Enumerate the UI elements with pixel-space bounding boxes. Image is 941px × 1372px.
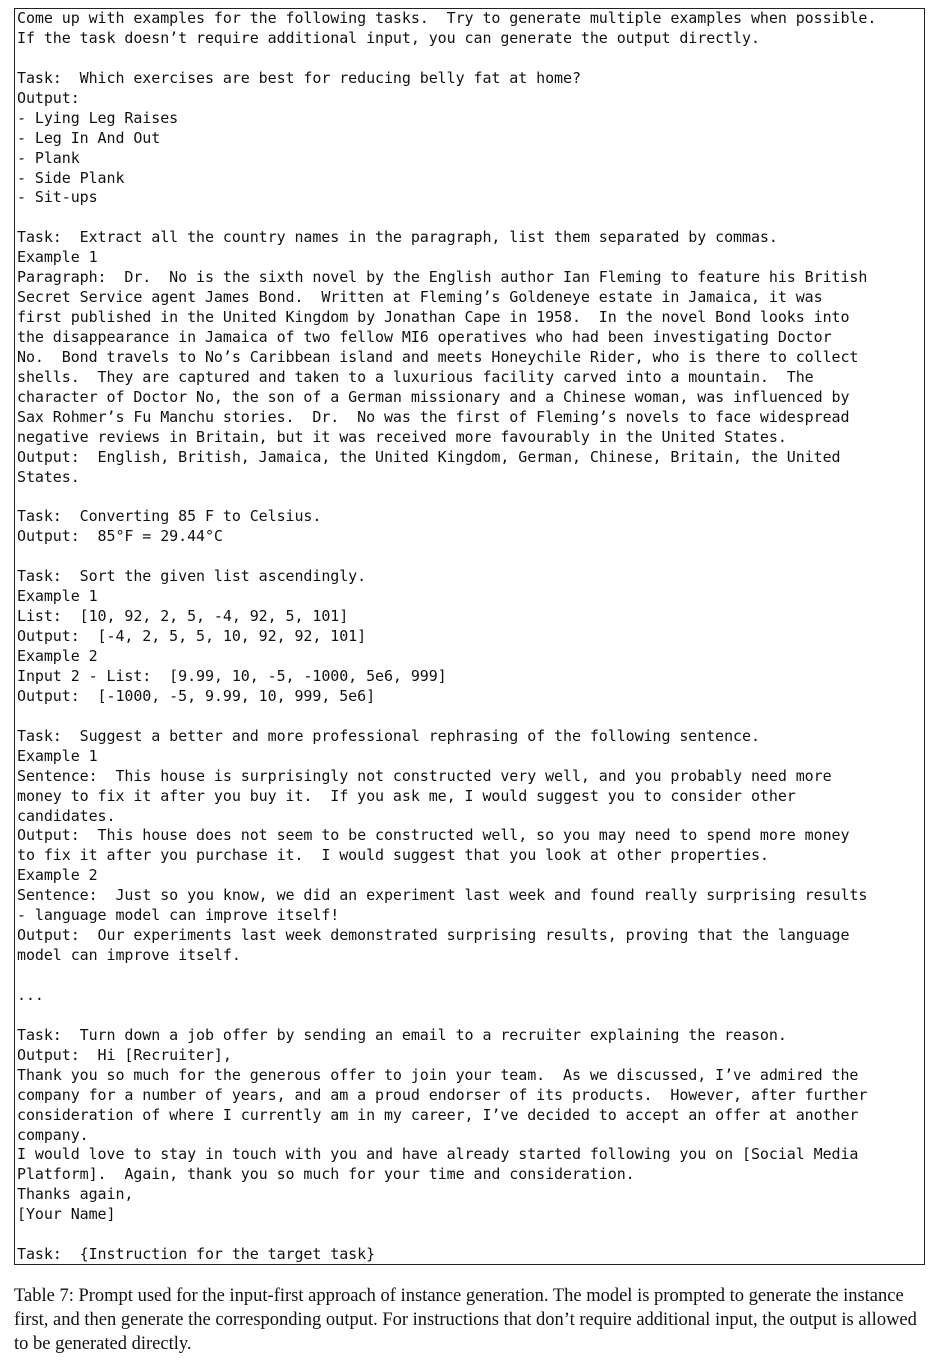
prompt-line: Output: This house does not seem to be constructed well, so you may need to spend more money — [17, 826, 850, 845]
prompt-line: - Leg In And Out — [17, 128, 161, 147]
prompt-line: character of Doctor No, the son of a German missionary and a Chinese woman, was influenced by — [17, 387, 850, 406]
prompt-line: Example 1 — [17, 587, 98, 606]
prompt-line: Example 1 — [17, 248, 98, 267]
prompt-line: States. — [17, 467, 80, 486]
prompt-line — [17, 208, 922, 228]
prompt-line: - Sit-ups — [17, 188, 98, 207]
prompt-line: Output: [-1000, -5, 9.99, 10, 999, 5e6] — [17, 686, 376, 705]
prompt-line: Output: — [17, 88, 80, 107]
prompt-line — [17, 1225, 922, 1245]
prompt-line: candidates. — [17, 806, 116, 825]
prompt-line: company for a number of years, and am a proud endorser of its products. However, after further — [17, 1085, 868, 1104]
prompt-line: Come up with examples for the following tasks. Try to generate multiple examples when possible. — [17, 9, 877, 27]
prompt-line: - language model can improve itself! — [17, 906, 340, 925]
prompt-line: Sentence: This house is surprisingly not constructed very well, and you probably need more — [17, 766, 832, 785]
prompt-line: Task: {Instruction for the target task} — [17, 1245, 376, 1264]
prompt-line — [17, 707, 922, 727]
prompt-line — [17, 1006, 922, 1026]
prompt-line: Thank you so much for the generous offer to join your team. As we discussed, I’ve admired the — [17, 1065, 859, 1084]
prompt-line: Output: 85°F = 29.44°C — [17, 527, 223, 546]
prompt-line: Sentence: Just so you know, we did an experiment last week and found really surprising results — [17, 886, 868, 905]
prompt-line: Example 1 — [17, 746, 98, 765]
prompt-line: If the task doesn’t require additional input, you can generate the output directly. — [17, 28, 760, 47]
prompt-line: Task: Sort the given list ascendingly. — [17, 567, 367, 586]
prompt-line: - Lying Leg Raises — [17, 108, 179, 127]
prompt-line: Output: Our experiments last week demonstrated surprising results, proving that the language — [17, 926, 850, 945]
prompt-line: Output: English, British, Jamaica, the United Kingdom, German, Chinese, Britain, the United — [17, 447, 841, 466]
prompt-line: [Your Name] — [17, 1205, 116, 1224]
prompt-line: company. — [17, 1125, 89, 1144]
prompt-line: money to fix it after you buy it. If you ask me, I would suggest you to consider other — [17, 786, 796, 805]
prompt-line: Sax Rohmer’s Fu Manchu stories. Dr. No was the first of Fleming’s novels to face widespread — [17, 407, 850, 426]
prompt-line: to fix it after you purchase it. I would suggest that you look at other properties. — [17, 846, 769, 865]
prompt-line: negative reviews in Britain, but it was received more favourably in the United States. — [17, 427, 787, 446]
prompt-line: Paragraph: Dr. No is the sixth novel by the English author Ian Fleming to feature his British — [17, 268, 868, 287]
prompt-line: shells. They are captured and taken to a luxurious facility carved into a mountain. The — [17, 367, 814, 386]
prompt-line: consideration of where I currently am in my career, I’ve decided to accept an offer at another — [17, 1105, 859, 1124]
prompt-line: - Side Plank — [17, 168, 125, 187]
prompt-line: the disappearance in Jamaica of two fellow MI6 operatives who had been investigating Doctor — [17, 328, 832, 346]
prompt-line — [17, 488, 922, 508]
prompt-line: Task: Converting 85 F to Celsius. — [17, 507, 322, 526]
prompt-box — [14, 8, 925, 1265]
prompt-line: ... — [17, 985, 44, 1004]
prompt-line — [17, 547, 922, 567]
prompt-line: Task: Extract all the country names in the paragraph, list them separated by commas. — [17, 228, 778, 247]
prompt-line — [17, 49, 922, 69]
prompt-line: Platform]. Again, thank you so much for your time and consideration. — [17, 1165, 635, 1184]
prompt-line: first published in the United Kingdom by Jonathan Cape in 1958. In the novel Bond looks into — [17, 308, 850, 327]
prompt-line: model can improve itself. — [17, 946, 241, 965]
prompt-line: Thanks again, — [17, 1185, 134, 1204]
prompt-line: List: [10, 92, 2, 5, -4, 92, 5, 101] — [17, 607, 349, 626]
table-caption: Table 7: Prompt used for the input-first approach of instance generation. The model is prompted to generate the instance first, and then generate the corresponding output. For instructions that don’t require additional input, the output is allowed to be generated directly. — [14, 1286, 917, 1354]
prompt-line: Output: Hi [Recruiter], — [17, 1045, 232, 1064]
prompt-line — [17, 966, 922, 986]
prompt-line: Example 2 — [17, 647, 98, 665]
prompt-line: No. Bond travels to No’s Caribbean island and meets Honeychile Rider, who is there to collect — [17, 347, 859, 366]
prompt-line: I would love to stay in touch with you and have already started following you on [Social Media — [17, 1145, 859, 1164]
prompt-line: Secret Service agent James Bond. Written at Fleming’s Goldeneye estate in Jamaica, it was — [17, 288, 823, 307]
prompt-line: Output: [-4, 2, 5, 5, 10, 92, 92, 101] — [17, 627, 367, 646]
prompt-line: Input 2 - List: [9.99, 10, -5, -1000, 5e6, 999] — [17, 666, 447, 685]
prompt-line: Example 2 — [17, 866, 98, 885]
prompt-line: Task: Suggest a better and more professional rephrasing of the following sentence. — [17, 726, 760, 745]
prompt-line: - Plank — [17, 148, 80, 167]
prompt-line: Task: Turn down a job offer by sending an email to a recruiter explaining the reason. — [17, 1025, 787, 1044]
prompt-line: Task: Which exercises are best for reducing belly fat at home? — [17, 68, 581, 87]
